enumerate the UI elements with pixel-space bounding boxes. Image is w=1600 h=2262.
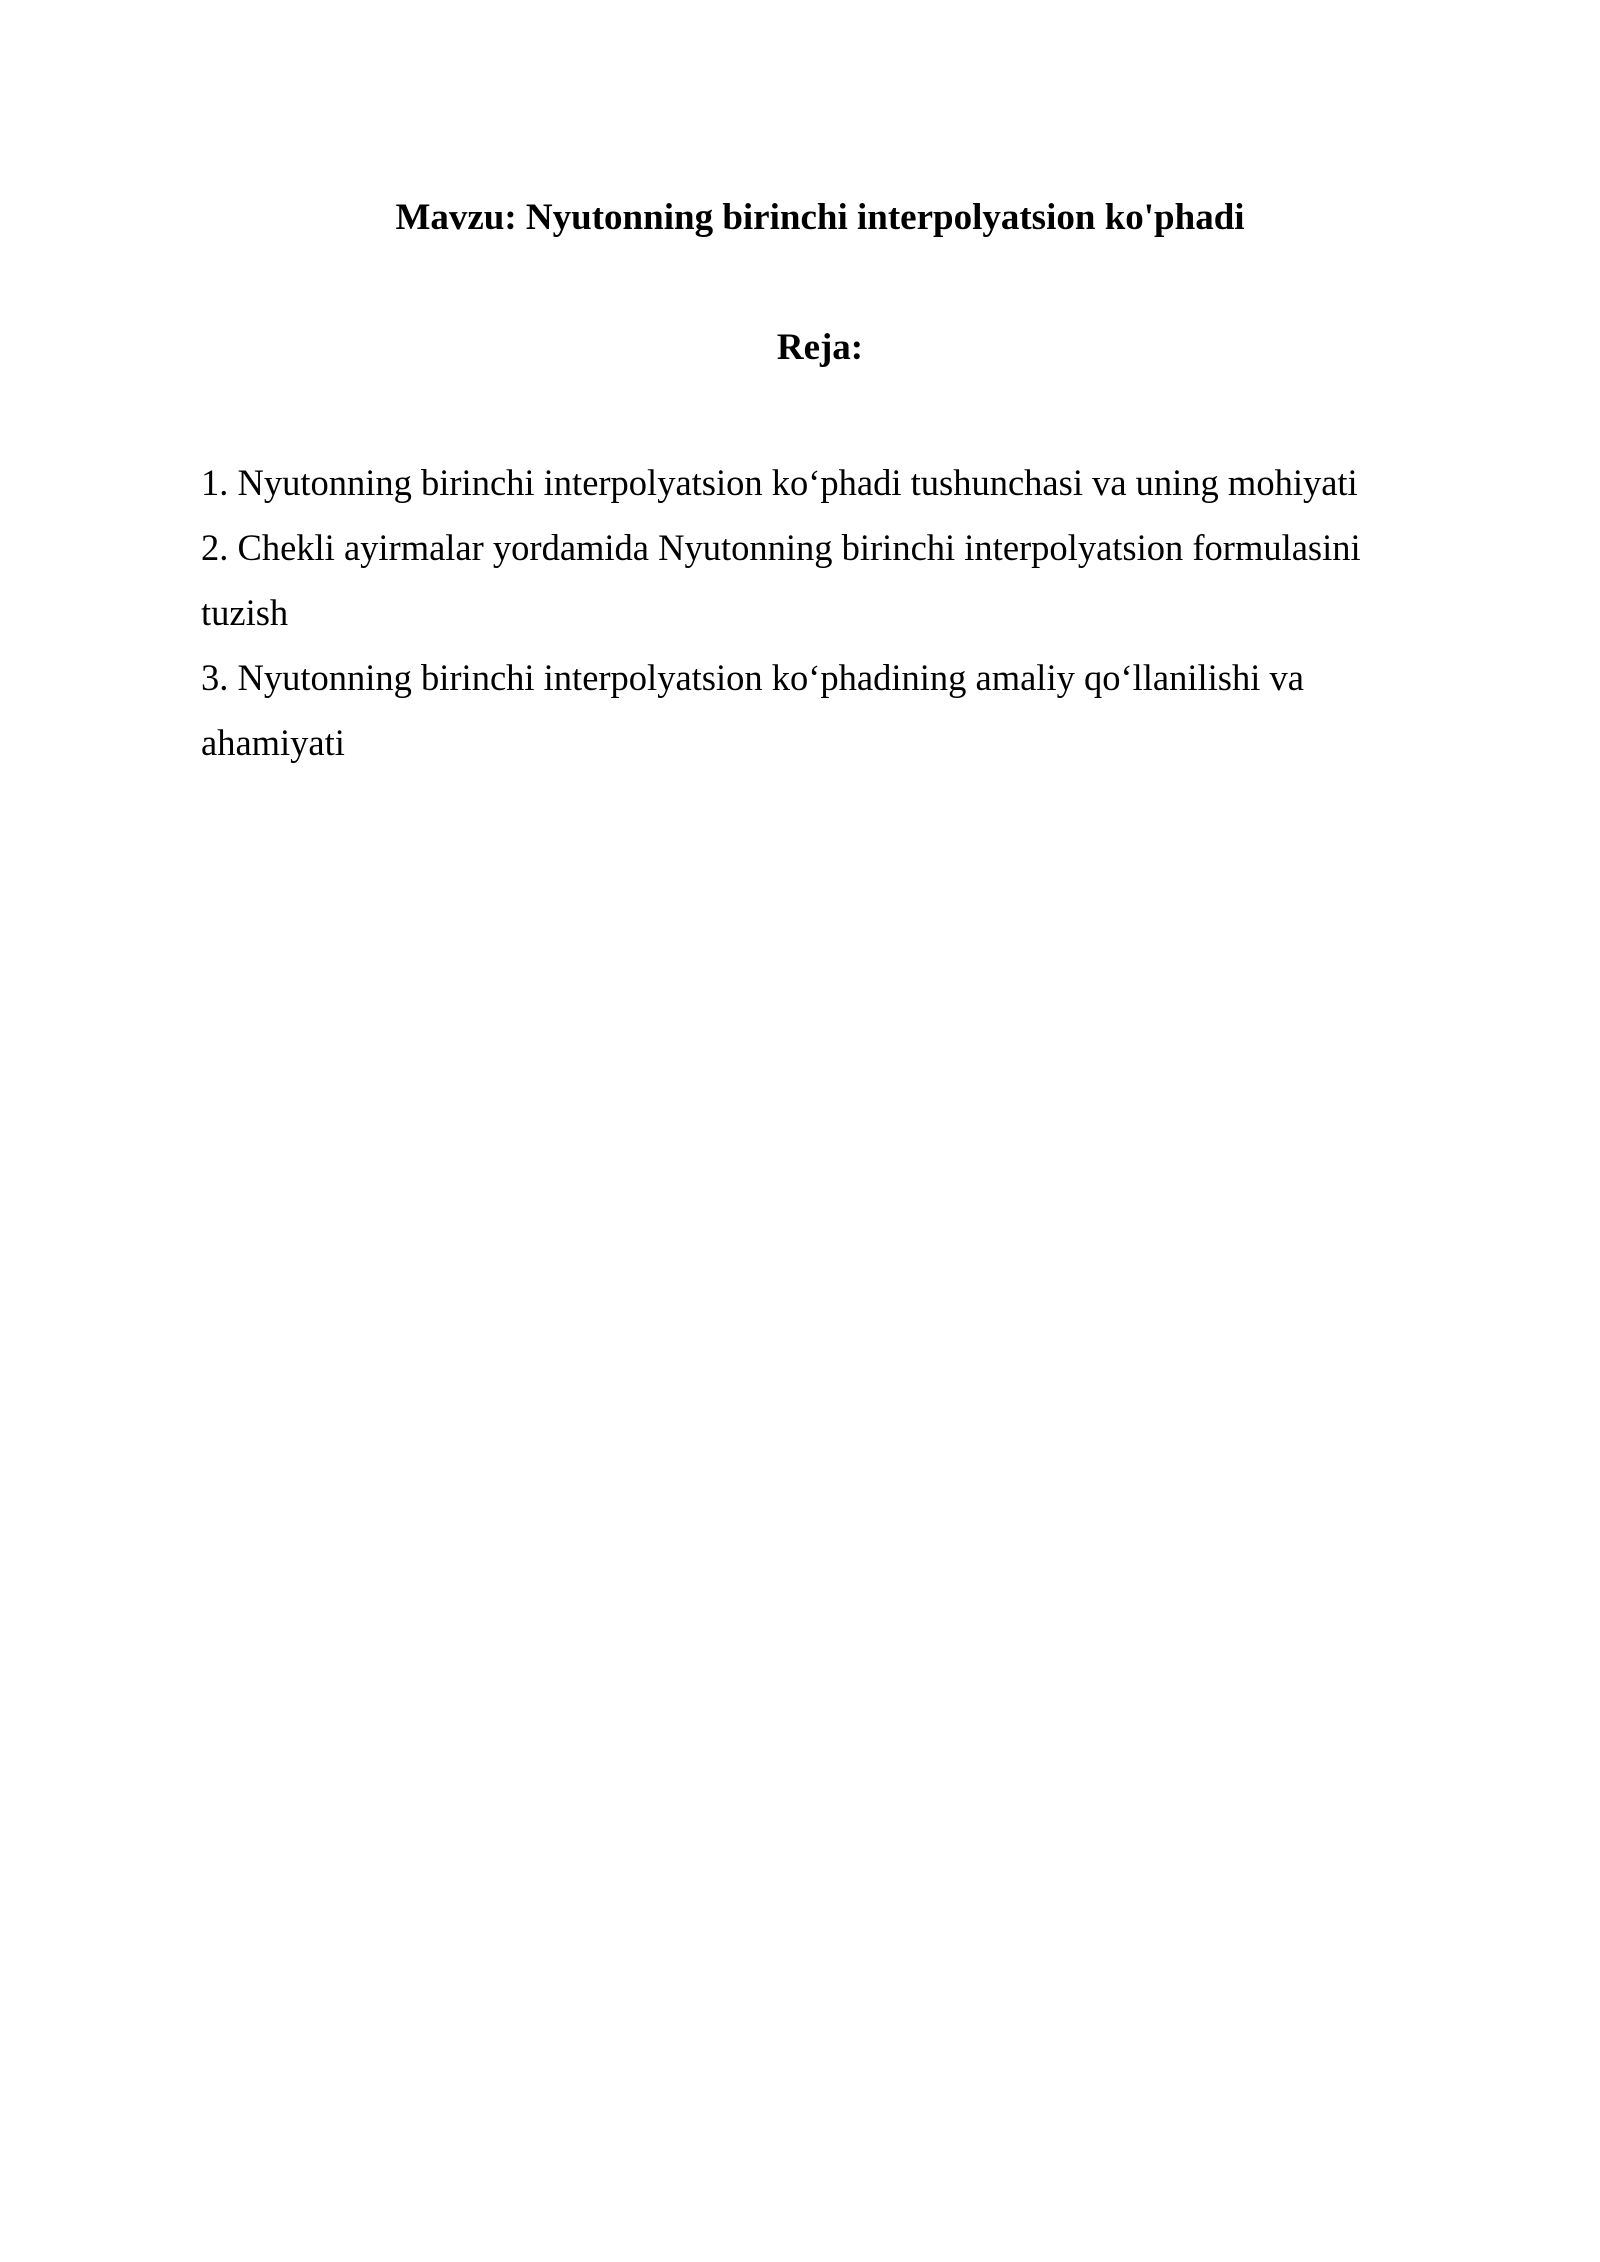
- page-title: Mavzu: Nyutonning birinchi interpolyatsion ko'phadi: [395, 197, 1245, 238]
- plan-item: 3. Nyutonning birinchi interpolyatsion ko‘phadining amaliy qo‘llanilishi va ahamiyati: [201, 657, 1304, 763]
- plan-item: 2. Chekli ayirmalar yordamida Nyutonning birinchi interpolyatsion formulasini tuzish: [201, 527, 1361, 633]
- plan-list: [201, 450, 1431, 775]
- plan-item: 1. Nyutonning birinchi interpolyatsion ko‘phadi tushunchasi va uning mohiyati: [201, 462, 1358, 503]
- plan-heading: Reja:: [776, 327, 864, 368]
